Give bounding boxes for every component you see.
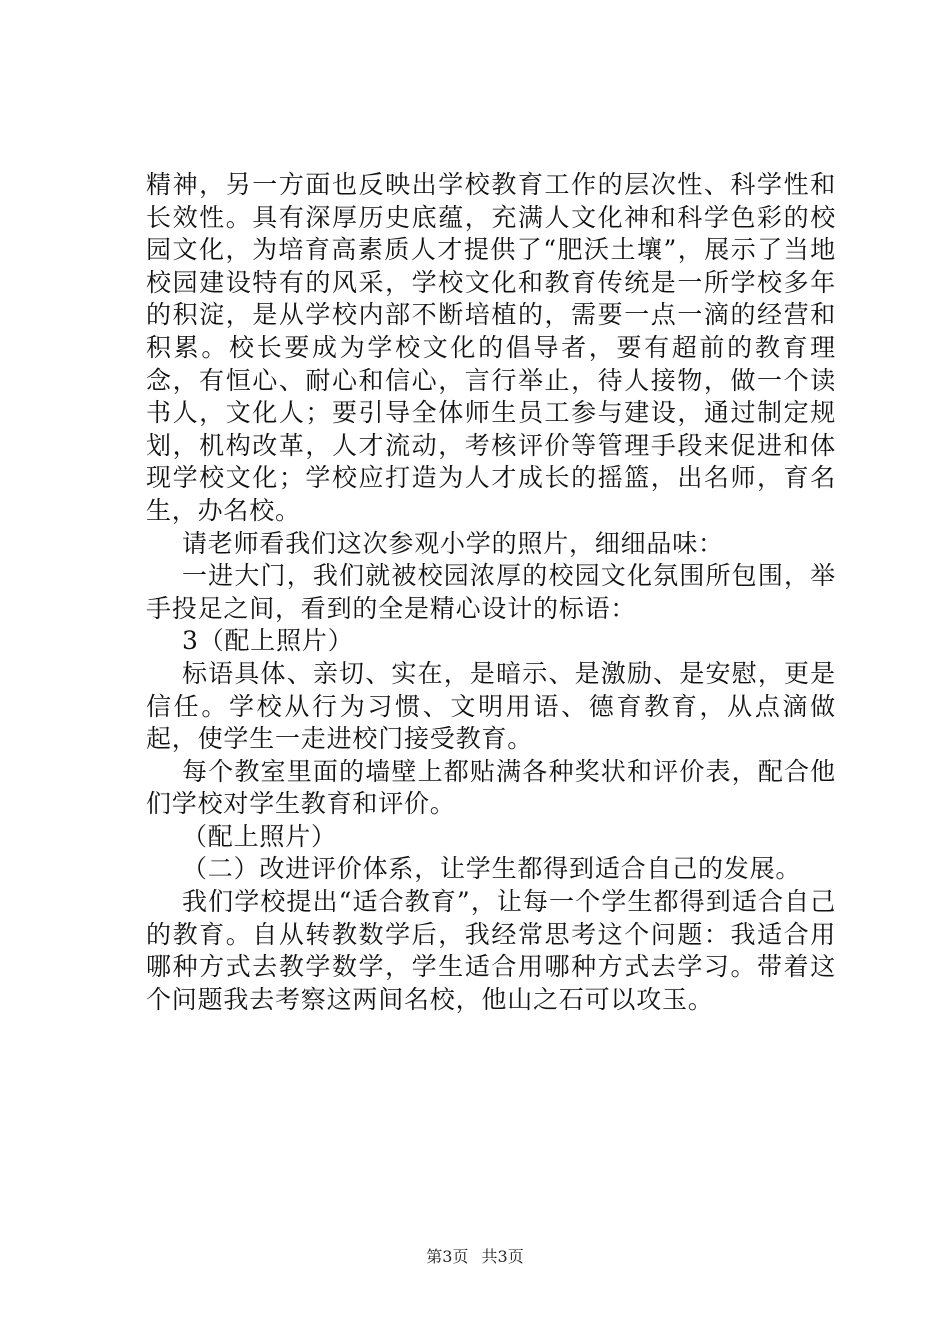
document-body [146,169,836,1016]
paragraph: 请老师看我们这次参观小学的照片，细细品味： [182,528,724,558]
page-footer [0,1244,950,1267]
paragraph: 我们学校提出“适合教育”，让每一个学生都得到适合自己的教育。自从转教数学后，我经常思考这个问题：我适合用哪种方式去教学数学，学生适合用哪种方式去学习。带着这个问题我去考察这两间名校，他山之石可以攻玉。 [146,887,836,1014]
paragraph: 精神，另一方面也反映出学校教育工作的层次性、科学性和长效性。具有深厚历史底蕴，充满人文化神和科学色彩的校园文化，为培育高素质人才提供了“肥沃土壤”，展示了当地校园建设特有的风采，学校文化和教育传统是一所学校多年的积淀，是从学校内部不断培植的，需要一点一滴的经营和积累。校长要成为学校文化的倡导者，要有超前的教育理念，有恒心、耐心和信心，言行举止，待人接物，做一个读书人，文化人；要引导全体师生员工参与建设，通过制定规划，机构改革，人才流动，考核评价等管理手段来促进和体现学校文化；学校应打造为人才成长的摇篮，出名师，育名生，办名校。 [146,170,836,525]
paragraph: （二）改进评价体系，让学生都得到适合自己的发展。 [182,854,802,884]
paragraph: 一进大门，我们就被校园浓厚的校园文化氛围所包围，举手投足之间，看到的全是精心设计的标语： [146,561,836,623]
paragraph: （配上照片） [182,821,337,851]
page-number: 第3页 [426,1247,469,1266]
page-total: 共3页 [481,1247,524,1266]
paragraph: 每个教室里面的墙壁上都贴满各种奖状和评价表，配合他们学校对学生教育和评价。 [146,756,836,819]
paragraph: 3（配上照片） [182,626,354,656]
paragraph: 标语具体、亲切、实在，是暗示、是激励、是安慰，更是信任。学校从行为习惯、文明用语、德育教育，从点滴做起，使学生一走进校门接受教育。 [146,658,836,754]
